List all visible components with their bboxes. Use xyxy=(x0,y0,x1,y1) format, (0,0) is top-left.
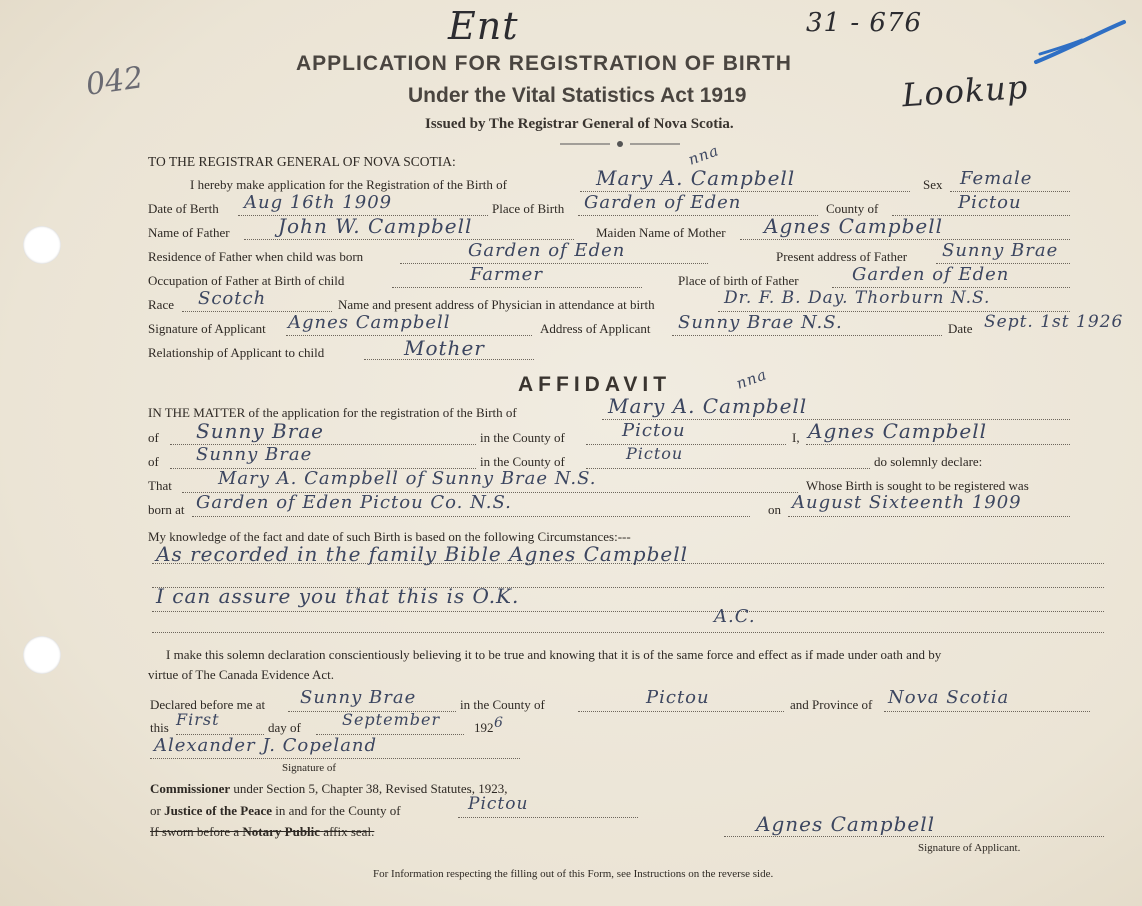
lookup-annotation: Lookup xyxy=(900,67,1030,115)
applicant-address-value: Sunny Brae N.S. xyxy=(678,312,843,333)
to-registrar-line: TO THE REGISTRAR GENERAL OF NOVA SCOTIA: xyxy=(148,154,456,169)
affidavit-child-name-value: Mary A. Campbell xyxy=(608,394,808,418)
county-value: Pictou xyxy=(958,192,1022,213)
i-label: I, xyxy=(792,430,800,445)
father-name-value: John W. Campbell xyxy=(278,214,473,238)
ent-annotation: Ent xyxy=(448,4,519,48)
notary-line xyxy=(150,824,374,840)
place-birth-father-label: Place of birth of Father xyxy=(678,273,799,288)
footer-note: For Information respecting the filling out of this Form, see Instructions on the reverse side. xyxy=(373,868,774,880)
occupation-father-label: Occupation of Father at Birth of child xyxy=(148,273,345,288)
residence-father-value: Garden of Eden xyxy=(468,240,626,261)
year-prefix-label: 192 xyxy=(474,720,494,735)
justice-county-value: Pictou xyxy=(468,794,529,814)
circumstance-1-value: As recorded in the family Bible Agnes Campbell xyxy=(156,542,689,566)
circumstance-initials-value: A.C. xyxy=(714,606,756,627)
county-of-label: County of xyxy=(826,201,879,216)
date-of-birth-label: Date of Berth xyxy=(148,201,219,216)
commissioner-rest: under Section 5, Chapter 38, Revised Statutes, 1923, xyxy=(233,781,508,796)
affidavit-child-name-insert: nna xyxy=(733,365,770,393)
of-place-2-value: Sunny Brae xyxy=(196,444,313,465)
affidavit-heading: AFFIDAVIT xyxy=(518,373,672,396)
that-label: That xyxy=(148,478,172,493)
county-2-value: Pictou xyxy=(626,444,684,463)
title-ornament-icon xyxy=(560,138,680,150)
physician-label: Name and present address of Physician in attendance at birth xyxy=(338,297,655,312)
commissioner-signature-value: Alexander J. Copeland xyxy=(154,735,378,756)
day-of-label: day of xyxy=(268,720,301,735)
declarant-name-value: Agnes Campbell xyxy=(808,419,988,443)
in-the-county-of-label-3: in the County of xyxy=(460,697,545,712)
in-the-matter-caps: IN THE MATTER xyxy=(148,405,246,420)
place-birth-father-value: Garden of Eden xyxy=(852,264,1010,285)
declaration-text: I make this solemn declaration conscientiously believing it to be true and knowing that it is of the same force and effect as if made under oath and by xyxy=(166,647,942,662)
child-name-insert: nna xyxy=(685,141,722,169)
notary-b: affix seal. xyxy=(323,824,375,839)
in-the-county-of-label-2: in the County of xyxy=(480,454,565,469)
relationship-label: Relationship of Applicant to child xyxy=(148,345,325,360)
occupation-father-value: Farmer xyxy=(470,264,543,285)
date-label: Date xyxy=(948,321,973,336)
signature-of-applicant-label: Signature of Applicant. xyxy=(918,842,1021,854)
on-label: on xyxy=(768,502,781,517)
circumstance-2-value: I can assure you that this is O.K. xyxy=(156,584,520,608)
mother-maiden-name-value: Agnes Campbell xyxy=(764,214,944,238)
month-value: September xyxy=(342,710,441,729)
justice-line xyxy=(150,803,401,819)
date-of-birth-value: Aug 16th 1909 xyxy=(244,192,393,213)
or-label: or xyxy=(150,803,161,818)
intro-label: I hereby make application for the Registration of the Birth of xyxy=(190,177,507,192)
justice-bold: Justice of the Peace xyxy=(164,803,273,818)
year-digit-value: 6 xyxy=(494,715,504,731)
present-address-father-value: Sunny Brae xyxy=(942,240,1059,261)
form-subtitle: Under the Vital Statistics Act 1919 xyxy=(408,84,747,107)
notary-a: If sworn before a xyxy=(150,824,240,839)
relationship-value: Mother xyxy=(404,336,485,360)
declaration-text-cont: virtue of The Canada Evidence Act. xyxy=(148,667,335,682)
knowledge-label: My knowledge of the fact and date of such Birth is based on the following Circumstances:--- xyxy=(148,529,631,544)
born-at-value: Garden of Eden Pictou Co. N.S. xyxy=(196,492,512,513)
declared-at-value: Sunny Brae xyxy=(300,687,417,708)
form-title: APPLICATION FOR REGISTRATION OF BIRTH xyxy=(296,52,792,75)
declared-before-label: Declared before me at xyxy=(150,697,266,712)
born-on-value: August Sixteenth 1909 xyxy=(792,492,1022,513)
in-the-county-of-label-1: in the County of xyxy=(480,430,565,445)
notary-bold: Notary Public xyxy=(242,824,321,839)
file-number-annotation: 042 xyxy=(83,60,146,103)
place-of-birth-value: Garden of Eden xyxy=(584,192,742,213)
born-at-label: born at xyxy=(148,502,185,517)
punch-hole-top xyxy=(23,226,61,264)
ref-number-annotation: 31 - 676 xyxy=(806,8,923,38)
of-label-2: of xyxy=(148,454,159,469)
name-of-father-label: Name of Father xyxy=(148,225,230,240)
date-value: Sept. 1st 1926 xyxy=(984,312,1124,332)
residence-father-label: Residence of Father when child was born xyxy=(148,249,364,264)
present-address-father-label: Present address of Father xyxy=(776,249,908,264)
physician-value: Dr. F. B. Day. Thorburn N.S. xyxy=(724,288,991,308)
address-applicant-label: Address of Applicant xyxy=(540,321,651,336)
declared-province-value: Nova Scotia xyxy=(888,687,1010,708)
county-1-value: Pictou xyxy=(622,420,686,441)
race-value: Scotch xyxy=(198,288,267,309)
and-province-of-label: and Province of xyxy=(790,697,873,712)
commissioner-line xyxy=(150,781,507,797)
issued-by: Issued by The Registrar General of Nova Scotia. xyxy=(425,116,734,132)
punch-hole-bottom xyxy=(23,636,61,674)
place-of-birth-label: Place of Birth xyxy=(492,201,565,216)
in-the-matter-rest: of the application for the registration of the Birth of xyxy=(248,405,517,420)
sex-label: Sex xyxy=(923,177,943,192)
do-solemnly-declare-label: do solemnly declare: xyxy=(874,454,983,469)
signature-of-label: Signature of xyxy=(282,762,337,774)
of-label-1: of xyxy=(148,430,159,445)
this-label: this xyxy=(150,720,169,735)
whose-birth-label: Whose Birth is sought to be registered was xyxy=(806,478,1029,493)
child-name-value: Mary A. Campbell xyxy=(596,166,796,190)
declared-county-value: Pictou xyxy=(646,687,710,708)
commissioner-bold: Commissioner xyxy=(150,781,231,796)
signature-applicant-label: Signature of Applicant xyxy=(148,321,266,336)
that-person-value: Mary A. Campbell of Sunny Brae N.S. xyxy=(218,468,597,489)
applicant-signature-bottom-value: Agnes Campbell xyxy=(756,812,936,836)
blue-pen-mark-icon xyxy=(1030,18,1130,68)
justice-rest: in and for the County of xyxy=(275,803,401,818)
applicant-signature-value: Agnes Campbell xyxy=(288,312,451,333)
sex-value: Female xyxy=(960,168,1033,189)
day-value: First xyxy=(176,710,220,729)
race-label: Race xyxy=(148,297,174,312)
of-place-1-value: Sunny Brae xyxy=(196,419,325,443)
maiden-name-mother-label: Maiden Name of Mother xyxy=(596,225,726,240)
